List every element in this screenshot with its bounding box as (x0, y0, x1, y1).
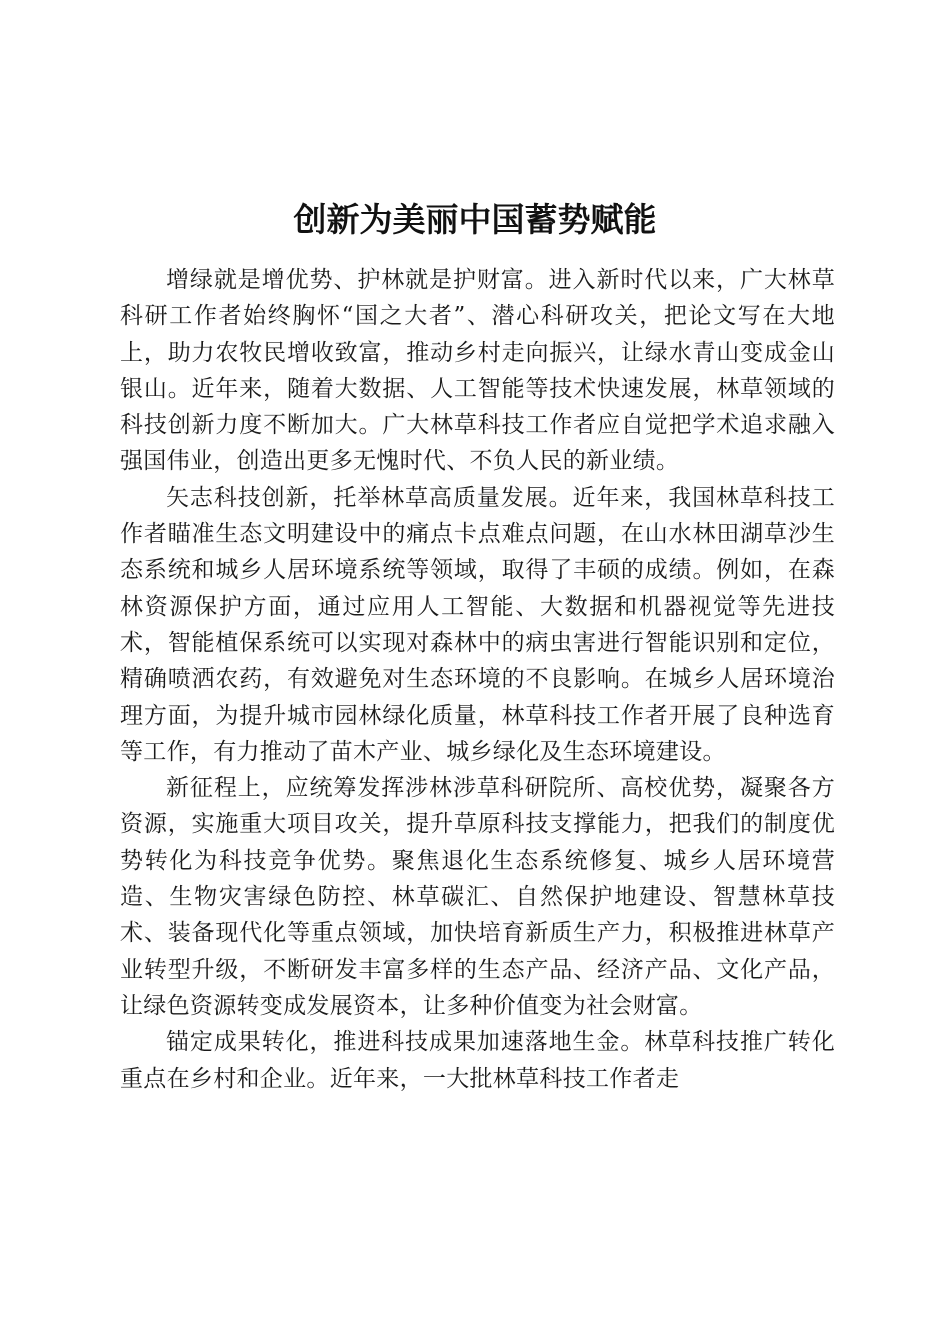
document-body (120, 262, 835, 1097)
body-paragraph-3: 新征程上，应统筹发挥涉林涉草科研院所、高校优势，凝聚各方资源，实施重大项目攻关，提升草原科技支撑能力，把我们的制度优势转化为科技竞争优势。聚焦退化生态系统修复、城乡人居环境营造、生物灾害绿色防控、林草碳汇、自然保护地建设、智慧林草技术、装备现代化等重点领域，加快培育新质生产力，积极推进林草产业转型升级，不断研发丰富多样的生态产品、经济产品、文化产品，让绿色资源转变成发展资本，让多种价值变为社会财富。 (120, 775, 835, 1019)
body-paragraph-2: 矢志科技创新，托举林草高质量发展。近年来，我国林草科技工作者瞄准生态文明建设中的痛点卡点难点问题，在山水林田湖草沙生态系统和城乡人居环境系统等领域，取得了丰硕的成绩。例如，在森林资源保护方面，通过应用人工智能、大数据和机器视觉等先进技术，智能植保系统可以实现对森林中的病虫害进行智能识别和定位，精确喷洒农药，有效避免对生态环境的不良影响。在城乡人居环境治理方面，为提升城市园林绿化质量，林草科技工作者开展了良种选育等工作，有力推动了苗木产业、城乡绿化及生态环境建设。 (120, 484, 835, 765)
body-paragraph-4: 锚定成果转化，推进科技成果加速落地生金。林草科技推广转化重点在乡村和企业。近年来，一大批林草科技工作者走 (120, 1029, 835, 1092)
body-paragraph-1: 增绿就是增优势、护林就是护财富。进入新时代以来，广大林草科研工作者始终胸怀“国之大者”、潜心科研攻关，把论文写在大地上，助力农牧民增收致富，推动乡村走向振兴，让绿水青山变成金山银山。近年来，随着大数据、人工智能等技术快速发展，林草领域的科技创新力度不断加大。广大林草科技工作者应自觉把学术追求融入强国伟业，创造出更多无愧时代、不负人民的新业绩。 (120, 267, 835, 475)
document-title: 创新为美丽中国蓄势赋能 (293, 200, 657, 239)
